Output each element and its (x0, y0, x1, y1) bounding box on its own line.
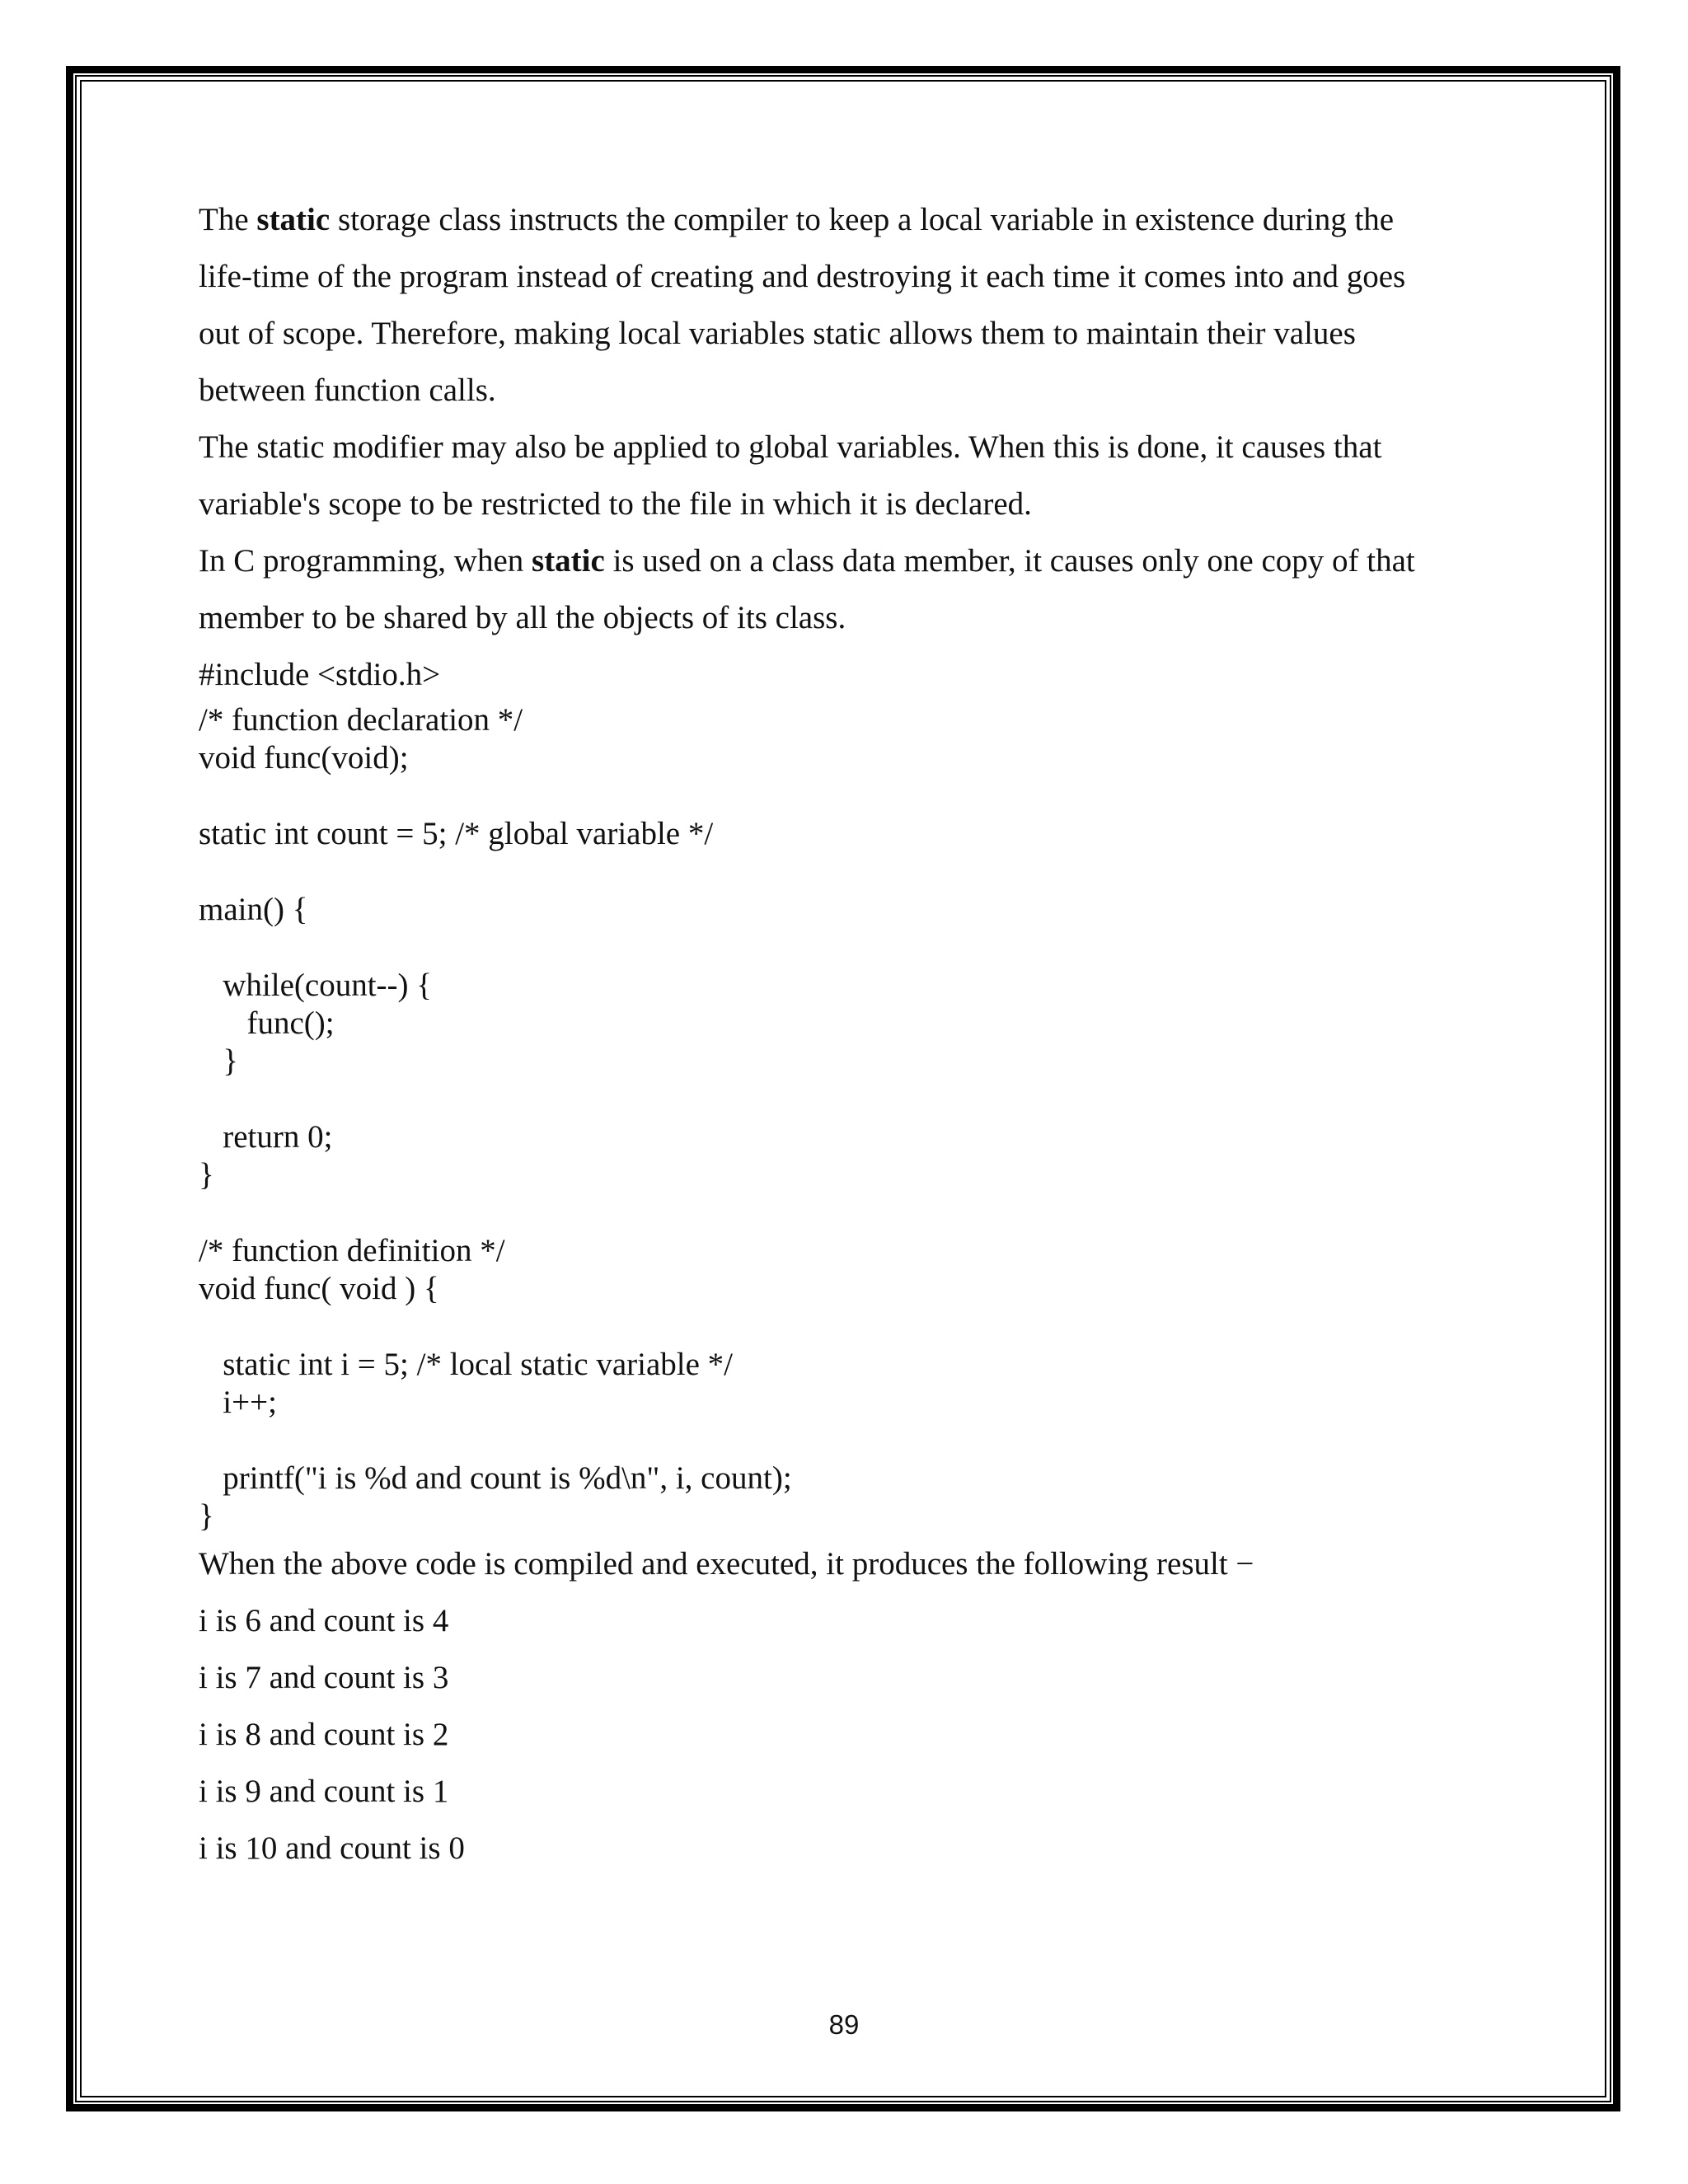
paragraph-line (199, 532, 1484, 589)
bold-keyword: static (256, 202, 331, 237)
result-line: i is 7 and count is 3 (199, 1660, 449, 1695)
code-line: /* function definition */ (199, 1233, 505, 1268)
result-line: i is 9 and count is 1 (199, 1774, 449, 1809)
result-line: i is 6 and count is 4 (199, 1603, 449, 1638)
code-line: } (199, 1498, 214, 1534)
code-line: return 0; (199, 1119, 333, 1155)
code-line: while(count--) { (199, 968, 432, 1003)
result-intro: When the above code is compiled and executed, it produces the following result − (199, 1546, 1254, 1582)
text-span: In C programming, when (199, 543, 532, 579)
paragraph-line (199, 191, 1484, 248)
paragraph-line: The static modifier may also be applied to global variables. When this is done, it causes that (199, 429, 1382, 465)
code-line: void func( void ) { (199, 1271, 439, 1306)
result-list (199, 1592, 1484, 1877)
page-content (199, 191, 1484, 1877)
code-block (199, 701, 1484, 1535)
code-line: printf("i is %d and count is %d\n", i, count); (199, 1460, 792, 1496)
page-number: 89 (828, 2009, 860, 2040)
paragraph-line: life-time of the program instead of creating and destroying it each time it comes into and goes (199, 259, 1406, 294)
result-line: i is 10 and count is 0 (199, 1830, 465, 1866)
code-line: main() { (199, 892, 308, 927)
code-line: } (199, 1157, 214, 1193)
text-span: The (199, 202, 257, 237)
code-line: void func(void); (199, 740, 409, 776)
paragraph-line: member to be shared by all the objects of its class. (199, 600, 846, 635)
paragraph-line: variable's scope to be restricted to the file in which it is declared. (199, 486, 1032, 522)
code-line: static int count = 5; /* global variable */ (199, 816, 714, 851)
paragraph-line: out of scope. Therefore, making local variables static allows them to maintain their values (199, 316, 1356, 351)
text-span: is used on a class data member, it causes only one copy of that (604, 543, 1415, 579)
code-line: func(); (199, 1005, 335, 1041)
code-line: i++; (199, 1385, 277, 1420)
code-line: /* function declaration */ (199, 702, 523, 738)
paragraph-line: between function calls. (199, 373, 496, 408)
include-line: #include <stdio.h> (199, 657, 441, 692)
text-span: storage class instructs the compiler to keep a local variable in existence during the (330, 202, 1395, 237)
code-line: } (199, 1043, 238, 1079)
bold-keyword: static (532, 543, 605, 579)
result-line: i is 8 and count is 2 (199, 1717, 449, 1752)
code-line: static int i = 5; /* local static variable */ (199, 1347, 733, 1382)
